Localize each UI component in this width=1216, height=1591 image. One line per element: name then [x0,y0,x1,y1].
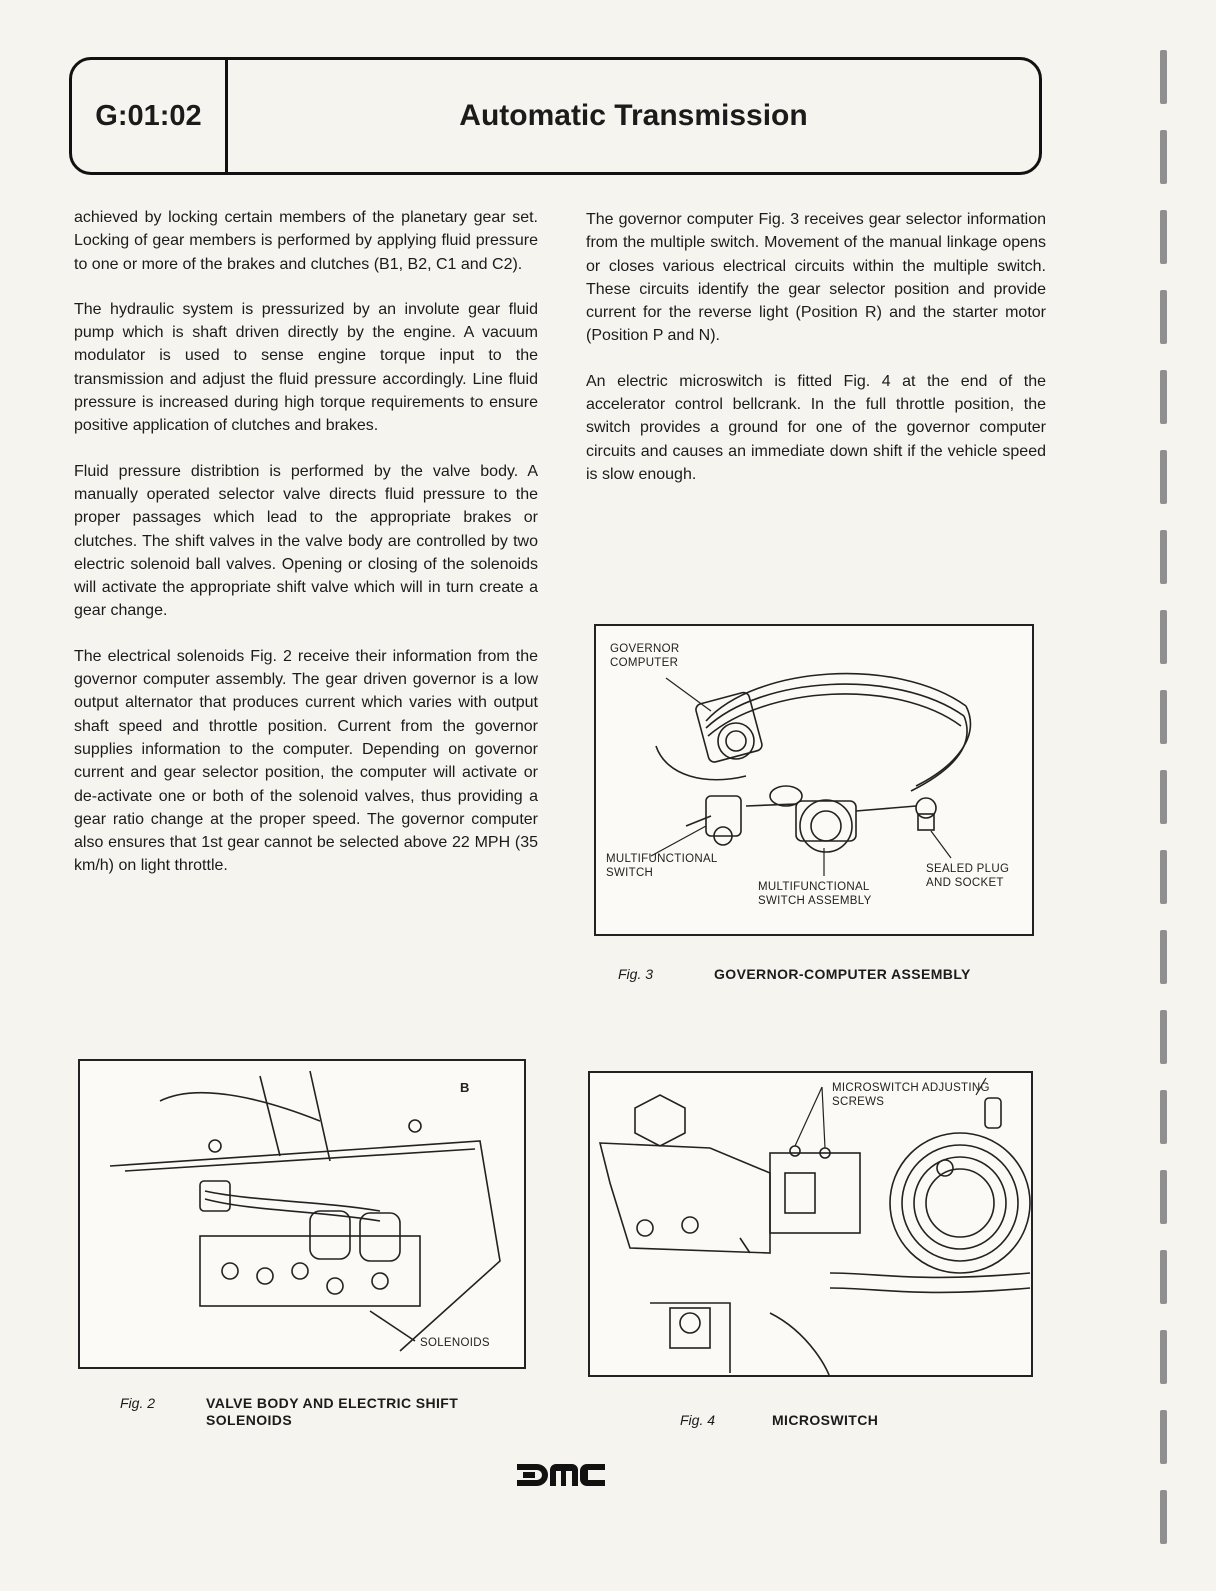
tab-marker [1160,130,1167,184]
figure-3-caption [618,966,1048,986]
tab-marker [1160,850,1167,904]
tab-marker [1160,290,1167,344]
microswitch-drawing [590,1073,1033,1377]
label-microswitch-screws: MICROSWITCH ADJUSTING SCREWS [832,1082,990,1108]
paragraph: An electric microswitch is fitted Fig. 4 at the end of the accelerator control bellcrank. In the full throttle position, the switch provides a ground for one of the governor computer circuits and causes an immediate down shift if the vehicle speed is slow enough. [586,372,1046,483]
tab-marker [1160,450,1167,504]
tab-marker [1160,610,1167,664]
valve-body-drawing [80,1061,526,1369]
figure-2-illustration [78,1059,526,1369]
tab-marker [1160,1410,1167,1464]
tab-marker [1160,1330,1167,1384]
label-multifunctional-switch: MULTIFUNCTIONAL SWITCH [606,853,718,879]
label-governor-computer: GOVERNOR COMPUTER [610,643,680,669]
tab-marker [1160,690,1167,744]
label-sealed-plug: SEALED PLUG AND SOCKET [926,863,1010,889]
figure-3-illustration [594,624,1034,936]
figure-4-caption [680,1412,1030,1432]
dmc-logo [517,1460,607,1495]
paragraph: The hydraulic system is pressurized by an involute gear fluid pump which is shaft driven directly by the engine. A vacuum modulator is used to sense engine torque input to the transmission and adjust the fluid pressure accordingly. Line fluid pressure is increased during high torque requirements to ensure positive application of clutches and brakes. [74,300,538,435]
paragraph: Fluid pressure distribtion is performed by the valve body. A manually operated selector valve directs fluid pressure to the proper passages which lead to the appropriate brakes or clutches. The shift valves in the valve body are controlled by two electric solenoid ball valves. Opening or closing of the solenoids will activate the appropriate shift valve which will in turn create a gear change. [74,462,538,620]
paragraph: The governor computer Fig. 3 receives gear selector information from the multiple switch. Movement of the manual linkage opens or closes various electrical circuits within the multiple switch. These circuits identify the gear selector position and provide current for the reverse light (Position R) and the starter motor (Position P and N). [586,211,1046,345]
caption-title: MICROSWITCH [772,1412,879,1428]
tab-marker [1160,1170,1167,1224]
tab-marker [1160,370,1167,424]
dmc-logo-graphic [517,1460,607,1490]
paragraph: The electrical solenoids Fig. 2 receive their information from the governor computer assembly. The gear driven governor is a low output alternator that produces current which varies with output shaft speed and throttle position. Current from the governor supplies information to the computer. Depending on governor current and gear selector position, the computer will activate or de-activate one or both of the solenoid valves, thus providing a gear ratio change at the proper speed. The governor computer also ensures that 1st gear cannot be selected above 22 MPH (35 km/h) on light throttle. [74,647,538,875]
page-header [69,57,1042,175]
tab-marker [1160,930,1167,984]
tab-marker [1160,1490,1167,1544]
left-column [74,206,538,900]
tab-marker [1160,1250,1167,1304]
tab-marker [1160,1010,1167,1064]
label-b: B [460,1080,470,1095]
section-code: G:01:02 [95,99,202,132]
tab-marker [1160,770,1167,824]
caption-title: GOVERNOR-COMPUTER ASSEMBLY [714,966,971,982]
caption-number: Fig. 4 [680,1412,716,1428]
paragraph: achieved by locking certain members of the planetary gear set. Locking of gear members is performed by applying fluid pressure to one or more of the brakes and clutches (B1, B2, C1 and C2). [74,209,538,273]
caption-number: Fig. 2 [120,1395,156,1411]
label-multifunctional-switch-assembly: MULTIFUNCTIONAL SWITCH ASSEMBLY [758,881,872,907]
label-solenoids: SOLENOIDS [420,1337,490,1349]
caption-title: VALVE BODY AND ELECTRIC SHIFT SOLENOIDS [206,1395,459,1428]
figure-4-illustration [588,1071,1033,1377]
tab-marker [1160,210,1167,264]
figure-2-caption [120,1395,520,1435]
tab-marker [1160,1090,1167,1144]
right-column [586,208,1046,508]
caption-number: Fig. 3 [618,966,654,982]
tab-marker [1160,530,1167,584]
tab-marker [1160,50,1167,104]
page-title: Automatic Transmission [459,99,808,132]
section-tab-strip [1160,40,1190,1560]
